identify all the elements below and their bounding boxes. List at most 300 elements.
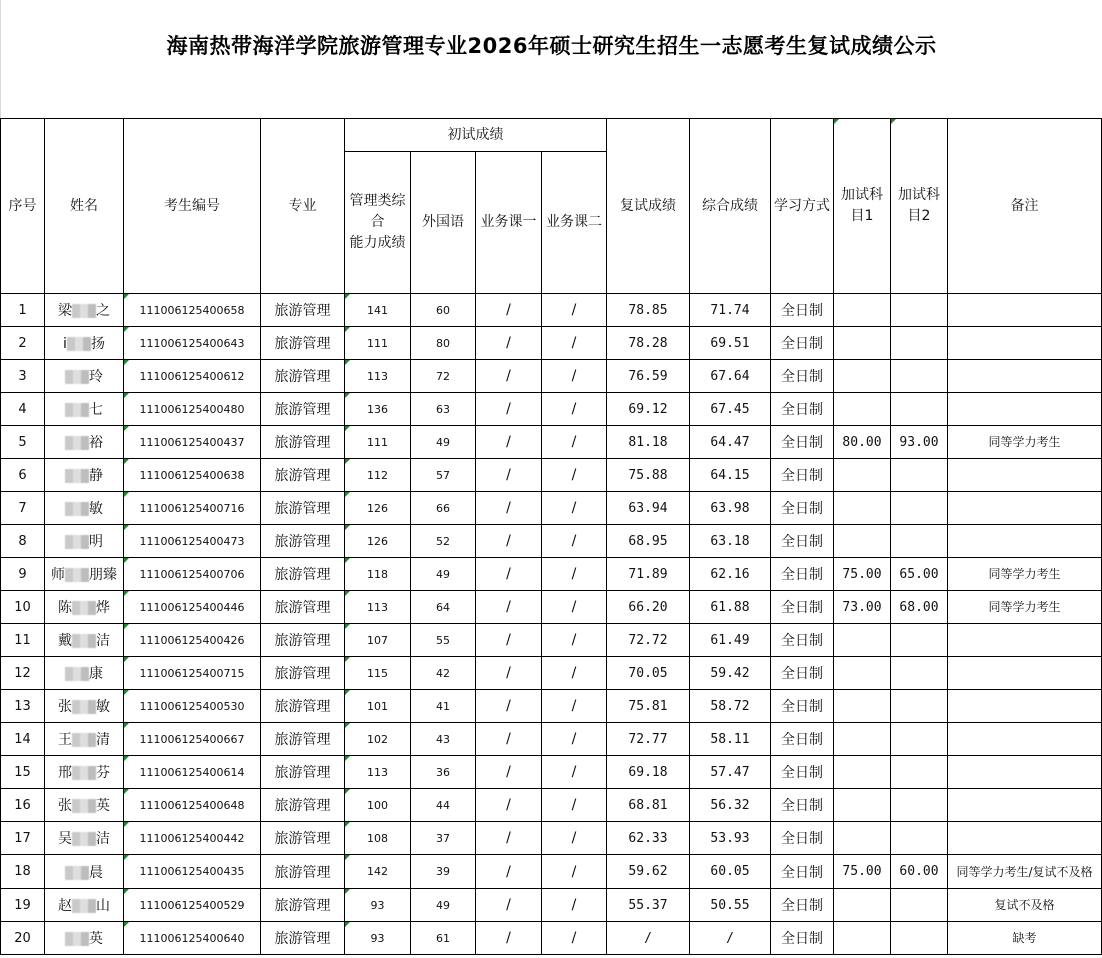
note-cell — [948, 360, 1102, 393]
redaction-mosaic — [72, 766, 96, 780]
total-score-cell: 58.11 — [690, 723, 771, 756]
major-cell: 旅游管理 — [261, 690, 345, 723]
name-prefix: 师 — [51, 567, 65, 583]
retest-score-cell: 63.94 — [607, 492, 690, 525]
foreign-score-cell: 36 — [411, 756, 476, 789]
extra2-score-cell — [891, 492, 948, 525]
note-cell — [948, 624, 1102, 657]
course2-cell: / — [542, 327, 607, 360]
course2-cell: / — [542, 558, 607, 591]
extra1-score-cell — [834, 294, 891, 327]
retest-score-cell: 76.59 — [607, 360, 690, 393]
seq-cell: 12 — [1, 657, 45, 690]
note-cell — [948, 525, 1102, 558]
table-body — [1, 294, 1102, 955]
header-retest: 复试成绩 — [607, 119, 690, 294]
header-extra2: 加试科 目2 — [891, 119, 948, 294]
header-course2: 业务课二 — [542, 152, 607, 294]
course1-cell: / — [476, 492, 542, 525]
name-suffix: 敏 — [89, 501, 103, 517]
course2-cell: / — [542, 393, 607, 426]
header-name: 姓名 — [45, 119, 124, 294]
major-cell: 旅游管理 — [261, 889, 345, 922]
table-row — [1, 624, 1102, 657]
note-cell — [948, 327, 1102, 360]
score-table — [0, 118, 1102, 955]
table-row — [1, 657, 1102, 690]
code-cell: 111006125400426 — [124, 624, 261, 657]
total-score-cell: 67.64 — [690, 360, 771, 393]
study-mode-cell: 全日制 — [771, 558, 834, 591]
foreign-score-cell: 60 — [411, 294, 476, 327]
name-prefix: 王 — [58, 732, 72, 748]
extra2-score-cell — [891, 922, 948, 955]
extra2-score-cell: 65.00 — [891, 558, 948, 591]
course2-cell: / — [542, 624, 607, 657]
study-mode-cell: 全日制 — [771, 591, 834, 624]
extra2-score-cell — [891, 327, 948, 360]
major-cell: 旅游管理 — [261, 922, 345, 955]
foreign-score-cell: 64 — [411, 591, 476, 624]
course1-cell: / — [476, 789, 542, 822]
name-cell — [45, 525, 124, 558]
retest-score-cell: 69.12 — [607, 393, 690, 426]
header-extra1: 加试科 目1 — [834, 119, 891, 294]
course2-cell: / — [542, 657, 607, 690]
course1-cell: / — [476, 525, 542, 558]
mgmt-score-cell: 108 — [345, 822, 411, 855]
course2-cell: / — [542, 756, 607, 789]
code-cell: 111006125400706 — [124, 558, 261, 591]
redaction-mosaic — [67, 337, 91, 351]
mgmt-score-cell: 102 — [345, 723, 411, 756]
total-score-cell: 63.18 — [690, 525, 771, 558]
name-cell — [45, 822, 124, 855]
course1-cell: / — [476, 657, 542, 690]
retest-score-cell: 70.05 — [607, 657, 690, 690]
seq-cell: 2 — [1, 327, 45, 360]
foreign-score-cell: 37 — [411, 822, 476, 855]
redaction-mosaic — [65, 667, 89, 681]
retest-score-cell: 55.37 — [607, 889, 690, 922]
redaction-mosaic — [65, 535, 89, 549]
study-mode-cell: 全日制 — [771, 360, 834, 393]
code-cell: 111006125400638 — [124, 459, 261, 492]
redaction-mosaic — [65, 370, 89, 384]
seq-cell: 8 — [1, 525, 45, 558]
major-cell: 旅游管理 — [261, 591, 345, 624]
total-score-cell: 63.98 — [690, 492, 771, 525]
mgmt-score-cell: 93 — [345, 889, 411, 922]
name-prefix: 吴 — [58, 831, 72, 847]
retest-score-cell: 78.85 — [607, 294, 690, 327]
redaction-mosaic — [72, 634, 96, 648]
extra1-score-cell — [834, 624, 891, 657]
seq-cell: 3 — [1, 360, 45, 393]
header-course1: 业务课一 — [476, 152, 542, 294]
total-score-cell: / — [690, 922, 771, 955]
seq-cell: 17 — [1, 822, 45, 855]
name-suffix: 芬 — [96, 765, 110, 781]
extra1-score-cell — [834, 525, 891, 558]
course2-cell: / — [542, 459, 607, 492]
seq-cell: 19 — [1, 889, 45, 922]
header-foreign: 外国语 — [411, 152, 476, 294]
study-mode-cell: 全日制 — [771, 492, 834, 525]
mgmt-score-cell: 112 — [345, 459, 411, 492]
foreign-score-cell: 49 — [411, 426, 476, 459]
table-row — [1, 822, 1102, 855]
name-suffix: 玲 — [89, 369, 103, 385]
extra1-score-cell — [834, 889, 891, 922]
code-cell: 111006125400435 — [124, 855, 261, 889]
redaction-mosaic — [72, 899, 96, 913]
extra2-score-cell — [891, 789, 948, 822]
seq-cell: 10 — [1, 591, 45, 624]
name-suffix: 敏 — [96, 699, 110, 715]
extra1-score-cell — [834, 756, 891, 789]
study-mode-cell: 全日制 — [771, 723, 834, 756]
note-cell — [948, 789, 1102, 822]
study-mode-cell: 全日制 — [771, 393, 834, 426]
extra2-score-cell — [891, 822, 948, 855]
course2-cell: / — [542, 723, 607, 756]
mgmt-score-cell: 107 — [345, 624, 411, 657]
table-row — [1, 294, 1102, 327]
name-cell — [45, 657, 124, 690]
name-suffix: 洁 — [96, 831, 110, 847]
course1-cell: / — [476, 922, 542, 955]
code-cell: 111006125400437 — [124, 426, 261, 459]
total-score-cell: 69.51 — [690, 327, 771, 360]
extra2-score-cell — [891, 360, 948, 393]
extra1-score-cell — [834, 789, 891, 822]
mgmt-score-cell: 113 — [345, 360, 411, 393]
note-cell — [948, 822, 1102, 855]
major-cell: 旅游管理 — [261, 558, 345, 591]
total-score-cell: 67.45 — [690, 393, 771, 426]
course2-cell: / — [542, 822, 607, 855]
study-mode-cell: 全日制 — [771, 822, 834, 855]
extra1-score-cell: 75.00 — [834, 855, 891, 889]
major-cell: 旅游管理 — [261, 657, 345, 690]
table-row — [1, 459, 1102, 492]
retest-score-cell: 75.81 — [607, 690, 690, 723]
code-cell: 111006125400442 — [124, 822, 261, 855]
total-score-cell: 61.88 — [690, 591, 771, 624]
mgmt-score-cell: 115 — [345, 657, 411, 690]
course1-cell: / — [476, 591, 542, 624]
foreign-score-cell: 72 — [411, 360, 476, 393]
study-mode-cell: 全日制 — [771, 426, 834, 459]
header-seq: 序号 — [1, 119, 45, 294]
name-cell — [45, 558, 124, 591]
seq-cell: 4 — [1, 393, 45, 426]
note-cell: 复试不及格 — [948, 889, 1102, 922]
study-mode-cell: 全日制 — [771, 789, 834, 822]
extra2-score-cell — [891, 690, 948, 723]
header-note: 备注 — [948, 119, 1102, 294]
total-score-cell: 64.47 — [690, 426, 771, 459]
extra2-score-cell — [891, 889, 948, 922]
mgmt-score-cell: 126 — [345, 525, 411, 558]
code-cell: 111006125400473 — [124, 525, 261, 558]
name-suffix: 裕 — [89, 435, 103, 451]
code-cell: 111006125400480 — [124, 393, 261, 426]
name-suffix: 烨 — [96, 600, 110, 616]
name-prefix: 邢 — [58, 765, 72, 781]
table-row — [1, 327, 1102, 360]
course1-cell: / — [476, 889, 542, 922]
extra1-score-cell: 75.00 — [834, 558, 891, 591]
header-mode: 学习方式 — [771, 119, 834, 294]
mgmt-score-cell: 118 — [345, 558, 411, 591]
name-suffix: 清 — [96, 732, 110, 748]
course2-cell: / — [542, 922, 607, 955]
seq-cell: 14 — [1, 723, 45, 756]
extra1-score-cell — [834, 657, 891, 690]
redaction-mosaic — [72, 700, 96, 714]
extra2-score-cell — [891, 393, 948, 426]
code-cell: 111006125400648 — [124, 789, 261, 822]
redaction-mosaic — [65, 932, 89, 946]
table-row — [1, 855, 1102, 889]
seq-cell: 1 — [1, 294, 45, 327]
extra1-score-cell — [834, 393, 891, 426]
retest-score-cell: 62.33 — [607, 822, 690, 855]
name-cell — [45, 393, 124, 426]
extra2-score-cell: 60.00 — [891, 855, 948, 889]
redaction-mosaic — [65, 568, 89, 582]
code-cell: 111006125400640 — [124, 922, 261, 955]
foreign-score-cell: 39 — [411, 855, 476, 889]
total-score-cell: 58.72 — [690, 690, 771, 723]
foreign-score-cell: 80 — [411, 327, 476, 360]
retest-score-cell: 75.88 — [607, 459, 690, 492]
study-mode-cell: 全日制 — [771, 459, 834, 492]
mgmt-score-cell: 101 — [345, 690, 411, 723]
course1-cell: / — [476, 558, 542, 591]
code-cell: 111006125400658 — [124, 294, 261, 327]
mgmt-score-cell: 111 — [345, 426, 411, 459]
note-cell — [948, 492, 1102, 525]
name-prefix: 梁 — [58, 303, 72, 319]
major-cell: 旅游管理 — [261, 360, 345, 393]
extra1-score-cell — [834, 723, 891, 756]
mgmt-score-cell: 136 — [345, 393, 411, 426]
foreign-score-cell: 63 — [411, 393, 476, 426]
extra2-score-cell — [891, 657, 948, 690]
note-cell: 同等学力考生 — [948, 426, 1102, 459]
redaction-mosaic — [72, 601, 96, 615]
course2-cell: / — [542, 360, 607, 393]
name-suffix: 明 — [89, 534, 103, 550]
code-cell: 111006125400529 — [124, 889, 261, 922]
header-prelim: 初试成绩 — [345, 119, 607, 152]
table-row — [1, 723, 1102, 756]
extra1-score-cell — [834, 327, 891, 360]
extra2-score-cell: 68.00 — [891, 591, 948, 624]
name-cell — [45, 690, 124, 723]
redaction-mosaic — [72, 733, 96, 747]
name-prefix: 戴 — [58, 633, 72, 649]
redaction-mosaic — [65, 436, 89, 450]
course1-cell: / — [476, 723, 542, 756]
extra1-score-cell: 80.00 — [834, 426, 891, 459]
course1-cell: / — [476, 393, 542, 426]
table-row — [1, 558, 1102, 591]
major-cell: 旅游管理 — [261, 822, 345, 855]
foreign-score-cell: 42 — [411, 657, 476, 690]
redaction-mosaic — [65, 403, 89, 417]
redaction-mosaic — [72, 799, 96, 813]
name-suffix: 之 — [96, 303, 110, 319]
total-score-cell: 62.16 — [690, 558, 771, 591]
code-cell: 111006125400530 — [124, 690, 261, 723]
study-mode-cell: 全日制 — [771, 657, 834, 690]
foreign-score-cell: 66 — [411, 492, 476, 525]
extra1-score-cell — [834, 360, 891, 393]
course1-cell: / — [476, 855, 542, 889]
foreign-score-cell: 43 — [411, 723, 476, 756]
major-cell: 旅游管理 — [261, 426, 345, 459]
course1-cell: / — [476, 624, 542, 657]
code-cell: 111006125400446 — [124, 591, 261, 624]
table-row — [1, 756, 1102, 789]
code-cell: 111006125400612 — [124, 360, 261, 393]
extra1-score-cell: 73.00 — [834, 591, 891, 624]
name-cell — [45, 855, 124, 889]
mgmt-score-cell: 113 — [345, 591, 411, 624]
mgmt-score-cell: 113 — [345, 756, 411, 789]
seq-cell: 11 — [1, 624, 45, 657]
table-row — [1, 426, 1102, 459]
header-mgmt: 管理类综合 能力成绩 — [345, 152, 411, 294]
total-score-cell: 61.49 — [690, 624, 771, 657]
extra2-score-cell — [891, 624, 948, 657]
seq-cell: 15 — [1, 756, 45, 789]
table-row — [1, 889, 1102, 922]
note-cell: 同等学力考生/复试不及格 — [948, 855, 1102, 889]
course1-cell: / — [476, 360, 542, 393]
major-cell: 旅游管理 — [261, 723, 345, 756]
seq-cell: 6 — [1, 459, 45, 492]
name-cell — [45, 756, 124, 789]
course2-cell: / — [542, 426, 607, 459]
major-cell: 旅游管理 — [261, 459, 345, 492]
table-row — [1, 393, 1102, 426]
redaction-mosaic — [65, 502, 89, 516]
mgmt-score-cell: 126 — [345, 492, 411, 525]
name-prefix: 赵 — [58, 898, 72, 914]
name-cell — [45, 459, 124, 492]
note-cell — [948, 657, 1102, 690]
note-cell — [948, 393, 1102, 426]
code-cell: 111006125400643 — [124, 327, 261, 360]
name-suffix: 朋臻 — [89, 567, 117, 583]
note-cell — [948, 690, 1102, 723]
note-cell — [948, 756, 1102, 789]
extra2-score-cell — [891, 294, 948, 327]
retest-score-cell: 66.20 — [607, 591, 690, 624]
course2-cell: / — [542, 690, 607, 723]
retest-score-cell: 78.28 — [607, 327, 690, 360]
major-cell: 旅游管理 — [261, 855, 345, 889]
foreign-score-cell: 61 — [411, 922, 476, 955]
foreign-score-cell: 44 — [411, 789, 476, 822]
major-cell: 旅游管理 — [261, 327, 345, 360]
name-cell — [45, 591, 124, 624]
retest-score-cell: / — [607, 922, 690, 955]
foreign-score-cell: 57 — [411, 459, 476, 492]
extra2-score-cell — [891, 723, 948, 756]
study-mode-cell: 全日制 — [771, 624, 834, 657]
seq-cell: 20 — [1, 922, 45, 955]
page-title: 海南热带海洋学院旅游管理专业2026年硕士研究生招生一志愿考生复试成绩公示 — [0, 0, 1102, 118]
course1-cell: / — [476, 294, 542, 327]
extra2-score-cell — [891, 525, 948, 558]
extra2-score-cell: 93.00 — [891, 426, 948, 459]
mgmt-score-cell: 111 — [345, 327, 411, 360]
extra1-score-cell — [834, 459, 891, 492]
redaction-mosaic — [65, 866, 89, 880]
foreign-score-cell: 49 — [411, 558, 476, 591]
name-suffix: 山 — [96, 898, 110, 914]
major-cell: 旅游管理 — [261, 525, 345, 558]
major-cell: 旅游管理 — [261, 393, 345, 426]
extra1-score-cell — [834, 690, 891, 723]
total-score-cell: 60.05 — [690, 855, 771, 889]
note-cell — [948, 723, 1102, 756]
course2-cell: / — [542, 492, 607, 525]
course2-cell: / — [542, 294, 607, 327]
code-cell: 111006125400667 — [124, 723, 261, 756]
header-total: 综合成绩 — [690, 119, 771, 294]
course2-cell: / — [542, 591, 607, 624]
name-cell — [45, 624, 124, 657]
mgmt-score-cell: 142 — [345, 855, 411, 889]
name-cell — [45, 789, 124, 822]
total-score-cell: 57.47 — [690, 756, 771, 789]
retest-score-cell: 72.77 — [607, 723, 690, 756]
name-suffix: 康 — [89, 666, 103, 682]
total-score-cell: 50.55 — [690, 889, 771, 922]
foreign-score-cell: 41 — [411, 690, 476, 723]
total-score-cell: 56.32 — [690, 789, 771, 822]
retest-score-cell: 59.62 — [607, 855, 690, 889]
table-row — [1, 525, 1102, 558]
table-row — [1, 922, 1102, 955]
retest-score-cell: 69.18 — [607, 756, 690, 789]
code-cell: 111006125400716 — [124, 492, 261, 525]
name-prefix: 张 — [58, 699, 72, 715]
redaction-mosaic — [72, 304, 96, 318]
retest-score-cell: 81.18 — [607, 426, 690, 459]
name-cell — [45, 294, 124, 327]
retest-score-cell: 68.95 — [607, 525, 690, 558]
name-cell — [45, 360, 124, 393]
header-code: 考生编号 — [124, 119, 261, 294]
extra2-score-cell — [891, 459, 948, 492]
major-cell: 旅游管理 — [261, 789, 345, 822]
course1-cell: / — [476, 459, 542, 492]
seq-cell: 18 — [1, 855, 45, 889]
name-suffix: 扬 — [90, 336, 105, 352]
course1-cell: / — [476, 327, 542, 360]
name-prefix: 陈 — [58, 600, 72, 616]
redaction-mosaic — [72, 832, 96, 846]
total-score-cell: 71.74 — [690, 294, 771, 327]
